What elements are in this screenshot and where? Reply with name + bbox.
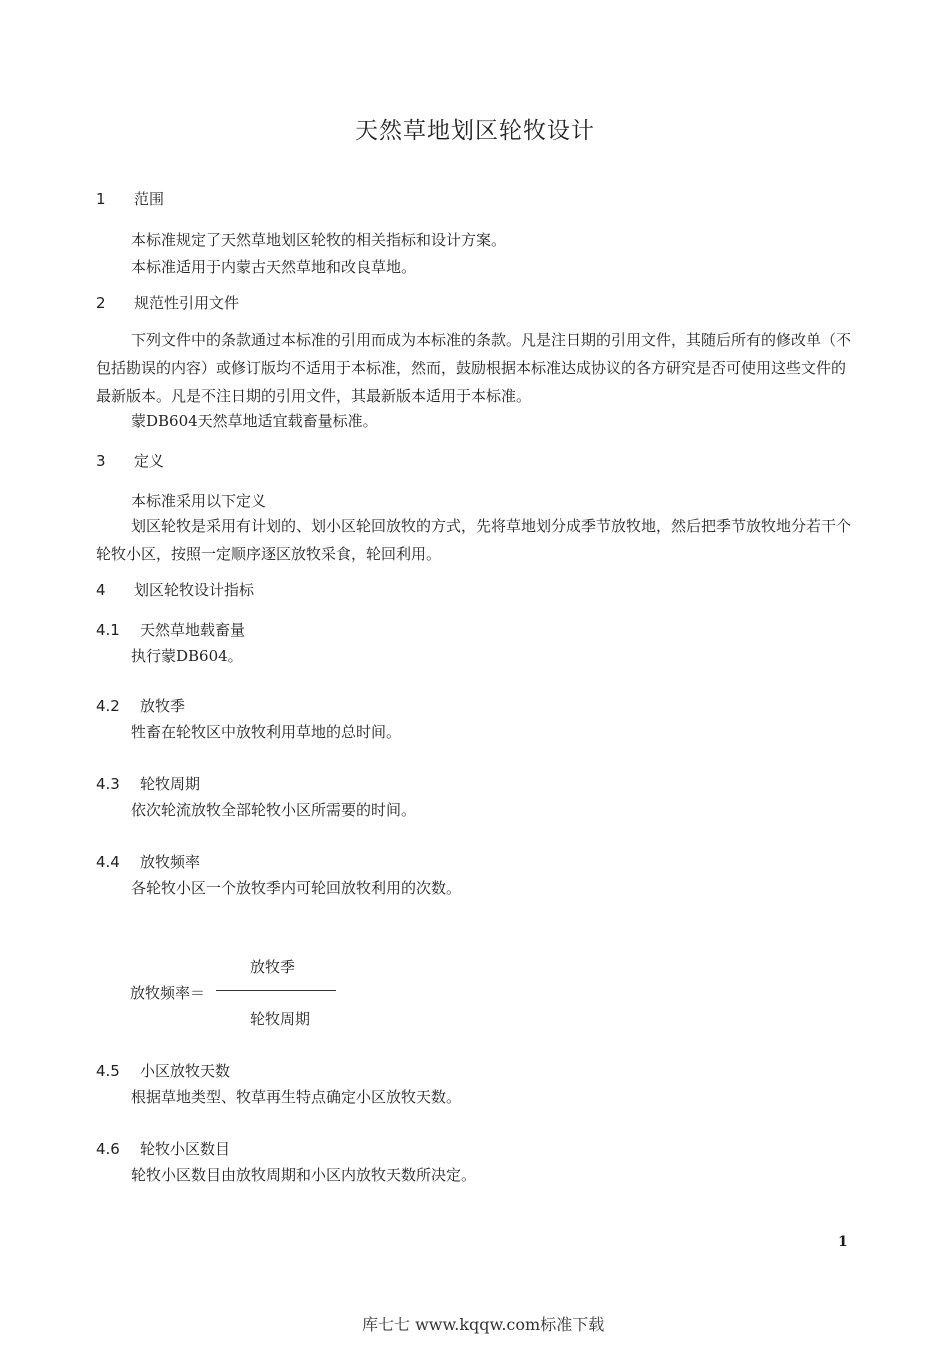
section-2-heading <box>96 292 239 313</box>
subsection-title: 放牧频率 <box>140 853 201 871</box>
subsection-text: 牲畜在轮牧区中放牧利用草地的总时间。 <box>131 723 402 741</box>
paragraph: 本标准适用于内蒙古天然草地和改良草地。 <box>131 258 417 276</box>
formula-numerator: 放牧季 <box>250 958 296 976</box>
subsection-text: 各轮牧小区一个放牧季内可轮回放牧利用的次数。 <box>131 879 462 897</box>
section-title: 规范性引用文件 <box>134 294 240 312</box>
section-title: 范围 <box>134 190 165 208</box>
subsection-title: 轮牧周期 <box>140 775 201 793</box>
section-title: 划区轮牧设计指标 <box>134 581 255 599</box>
section-number: 3 <box>96 452 106 470</box>
footer-watermark: 库七七 www.kqqw.com标准下载 <box>362 1315 605 1334</box>
subsection-number: 4.3 <box>96 775 120 793</box>
subsection-title: 轮牧小区数目 <box>140 1140 231 1158</box>
subsection-number: 4.4 <box>96 853 120 871</box>
document-title: 天然草地划区轮牧设计 <box>355 118 595 144</box>
subsection-4-4-heading <box>96 851 200 872</box>
formula-denominator: 轮牧周期 <box>250 1010 311 1028</box>
subsection-text: 执行蒙DB604。 <box>131 647 243 665</box>
subsection-4-3-heading <box>96 773 200 794</box>
section-title: 定义 <box>134 452 165 470</box>
section-number: 1 <box>96 190 106 208</box>
fraction-bar <box>216 990 336 991</box>
subsection-number: 4.6 <box>96 1140 120 1158</box>
section-4-heading <box>96 579 254 600</box>
subsection-title: 放牧季 <box>140 697 186 715</box>
subsection-text: 根据草地类型、牧草再生特点确定小区放牧天数。 <box>131 1088 462 1106</box>
paragraph: 本标准规定了天然草地划区轮牧的相关指标和设计方案。 <box>131 231 507 249</box>
section-3-heading <box>96 450 164 471</box>
subsection-text: 依次轮流放牧全部轮牧小区所需要的时间。 <box>131 801 417 819</box>
subsection-number: 4.1 <box>96 621 120 639</box>
paragraph: 蒙DB604天然草地适宜载畜量标准。 <box>131 412 378 430</box>
subsection-4-2-heading <box>96 695 185 716</box>
section-number: 4 <box>96 581 106 599</box>
paragraph: 划区轮牧是采用有计划的、划小区轮回放牧的方式，先将草地划分成季节放牧地，然后把季节放牧地分若干个轮牧小区，按照一定顺序逐区放牧采食，轮回利用。 <box>96 517 852 563</box>
section-1-heading <box>96 188 164 209</box>
formula-lhs: 放牧频率＝ <box>130 984 206 1002</box>
subsection-4-1-heading <box>96 619 245 640</box>
paragraph: 本标准采用以下定义 <box>131 492 267 510</box>
subsection-number: 4.5 <box>96 1062 120 1080</box>
subsection-4-5-heading <box>96 1060 230 1081</box>
subsection-number: 4.2 <box>96 697 120 715</box>
subsection-4-6-heading <box>96 1138 230 1159</box>
paragraph: 下列文件中的条款通过本标准的引用而成为本标准的条款。凡是注日期的引用文件，其随后所有的修改单（不包括勘误的内容）或修订版均不适用于本标准，然而，鼓励根据本标准达成协议的各方研究是否可使用这些文件的最新版本。凡是不注日期的引用文件，其最新版本适用于本标准。 <box>96 331 852 405</box>
subsection-title: 小区放牧天数 <box>140 1062 231 1080</box>
subsection-text: 轮牧小区数目由放牧周期和小区内放牧天数所决定。 <box>131 1166 477 1184</box>
section-number: 2 <box>96 294 106 312</box>
subsection-title: 天然草地载畜量 <box>140 621 246 639</box>
page-number: 1 <box>838 1234 848 1250</box>
